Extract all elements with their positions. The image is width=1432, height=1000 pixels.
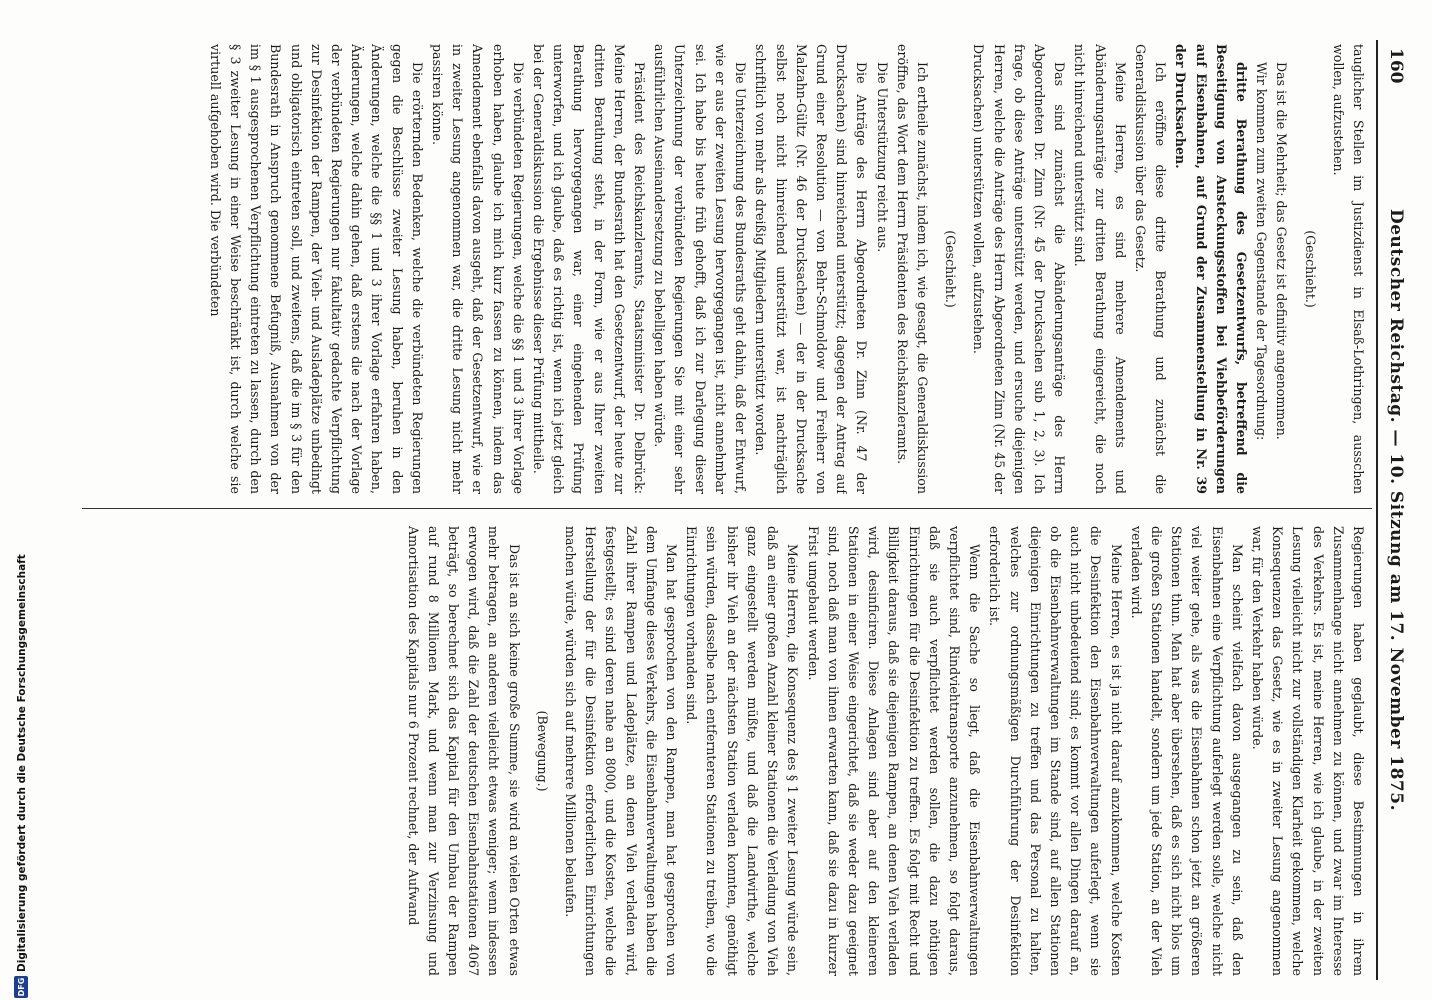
column-divider (82, 508, 1372, 509)
page-number: 160 (1386, 48, 1406, 84)
dfg-logo-icon: DFG (14, 976, 28, 998)
paragraph: Meine Herren, es sind mehrere Amendements und Abänderungsanträge zur dritten Berathung eingereicht, die noch nicht hinreichend unterstützt sind. (1072, 44, 1128, 494)
caption-text: Digitalisierung gefördert durch die Deutsche Forschungsgemeinschaft (16, 554, 28, 972)
paragraph: Man hat gesprochen von den Rampen, man hat gesprochen von dem Umfange dieses Verkehrs, die Eisenbahnverwaltungen haben die Zahl ihrer Rampen und Ladeplätze, an denen Vieh verladen wird, festgestellt; es sind deren nahe an 8000, und die Kosten, welche die Herstellung der für die Desinfektion erforderlichen Einrichtungen machen würde, würden sich auf mehrere Millionen belaufen. (563, 526, 680, 976)
paragraph: Wir kommen zum zweiten Gegenstande der Tagesordnung: (1254, 62, 1270, 441)
stage-direction: (Geschieht.) (1302, 230, 1318, 308)
paragraph: Die erörternden Bedenken, welche die verbündeten Regierungen gegen die Beschlüsse zweiter Lesung haben, beruhen in den Änderungen, welche die §§ 1 und 3 ihrer Vorlage erfahren haben, Änderungen, welche dahin gehen, daß erstens die nach der Vorlage der verbündeten Regierungen nur fakultativ gedachte Verpflichtung zur Desinfektion der Rampen, der Vieh- und Ausladeplätze unbedingt und obligatorisch eintreten soll, und zweitens, daß die im § 3 für den Bundesrath in Anspruch genommene Befugniß, Ausnahmen von der im § 1 ausgesprochenen Verpflichtung eintreten zu lassen, durch den § 3 zweiter Lesung in einer Weise beschränkt ist, durch welche sie virtuell aufgehoben wird. Die verbündeten (207, 44, 425, 494)
paragraph: Meine Herren, es ist ja nicht darauf anzukommen, welche Kosten die Desinfektion den Eisenbahnverwaltungen auferlegt, wenn sie auch nicht unbedeutend sind; es kommt vor allen Dingen darauf an, ob die Eisenbahnverwaltungen im Stande sind, auf allen Stationen diejenigen Einrichtungen zu treffen und das Personal zu halten, welches zur ordnungsmäßigen Durchführung der Desinfektion erforderlich ist. (987, 526, 1124, 976)
stage-direction: (Bewegung.) (534, 710, 550, 792)
paragraph: Die Unterzeichnung des Bundesraths geht dahin, daß der Entwurf, wie er aus der zweiten Lesung hervorgegangen ist, nicht annehmbar sei. Ich habe bis heute früh gehofft, daß ich zur Darlegung dieser Unterzeichnung der verbündeten Regierungen Sie mit einer sehr ausführlichen Auseinandersetzung zu behelligen haben würde. (652, 44, 749, 494)
left-column (88, 44, 1368, 494)
running-head (1376, 40, 1412, 980)
paragraph: Das ist an sich keine große Summe, sie wird an vielen Orten etwas mehr betragen, an anderen vielleicht etwas weniger; wenn indessen erwogen wird, daß die Zahl der deutschen Eisenbahnstationen 4067 beträgt, so berechnet sich das Kapital für den Umbau der Rampen auf rund 8 Millionen Mark, und wenn man zur Verzinsung und Amortisation des Kapitals nur 6 Prozent rechnet, der Aufwand (405, 526, 522, 976)
paragraph: Die Anträge des Herrn Abgeordneten Dr. Zinn (Nr. 47 der Drucksachen) sind hinreichend unterstützt; dagegen der Antrag auf Grund einer Resolution — von Behr-Schmoldow und Freiherr von Malzahn-Gültz (Nr. 46 der Drucksachen) — der in der Drucksache selbst noch nicht hinreichend unterstützt war, ist nachträglich schriftlich von mehr als dreißig Mitgliedern unterstützt worden. (753, 44, 870, 494)
paragraph: Präsident des Reichskanzleramts, Staatsminister Dr. Delbrück: Meine Herren, der Bundesrath hat den Gesetzentwurf, der heute zur dritten Berathung steht, in der Form, wie er aus Ihrer zweiten Berathung hervorgegangen war, einer eingehenden Prüfung unterworfen, und ich glaube, daß es richtig ist, wenn ich jetzt gleich bei der Generaldiskussion die Ergebnisse dieser Prüfung mittheile. (531, 44, 648, 494)
paragraph: Regierungen haben geglaubt, diese Bestimmungen in ihrem Zusammenhange nicht annehmen zu können, und zwar im Interesse des Verkehrs. Es ist, meine Herren, wie ich glaube, in der zweiten Lesung vielleicht nicht zur vollständigen Klarheit gekommen, welche Konsequenzen das Gesetz, wie es in zweiter Lesung angenommen war, für den Verkehr haben würde. (1249, 526, 1366, 976)
stage-direction: (Geschieht.) (943, 230, 959, 308)
paragraph: Das ist die Mehrheit; das Gesetz ist definitiv angenommen. (1274, 62, 1290, 440)
paragraph: Wenn die Sache so liegt, daß die Eisenbahnverwaltungen verpflichtet sind, Rindviehtransporte anzunehmen, so folgt daraus, daß sie auch verpflichtet werden sollen, die dazu nöthigen Einrichtungen für die Desinfektion zu treffen. Es folgt mit Recht und Billigkeit daraus, daß sie diejenigen Rampen, an denen Vieh verladen wird, desinficiren. Diese Anlagen sind aber auf den kleineren Stationen in einer Weise eingerichtet, daß sie weder dazu geeignet sind, noch daß man von ihnen erwarten kann, daß sie dazu in kurzer Frist umgebaut werden. (805, 526, 983, 976)
paragraph: Man scheint vielfach davon ausgegangen zu sein, daß den Eisenbahnen eine Verpflichtung auferlegt werden solle, welche nicht viel weiter gehe, als was die Eisenbahnen schon jetzt an größeren Stationen thun. Man hat aber übersehen, daß es sich nicht blos um die großen Stationen handelt, sondern um jede Station, an der Vieh verladen wird. (1128, 526, 1245, 976)
right-column (88, 526, 1368, 976)
paragraph: Die Unterstützung reicht aus. (874, 62, 890, 253)
agenda-item: dritte Berathung des Gesetzentwurfs, betreffend die Beseitigung von Ansteckungsstoffen bei Viehbeförderungen auf Eisenbahnen, auf Grund der Zusammenstellung in Nr. 39 der Drucksachen. (1173, 44, 1249, 494)
running-title: Deutscher Reichstag. — 10. Sitzung am 17. November 1875. (1386, 209, 1406, 811)
paragraph: Meine Herren, die Konsequenz des § 1 zweiter Lesung würde sein, daß an einer großen Anzahl kleiner Stationen die Verladung von Vieh ganz eingestellt werden müßte, und daß die Landwirthe, welche bisher ihr Vieh an der nächsten Station verladen konnten, genöthigt sein würden, dasselbe nach entfernteren Stationen zu treiben, wo die Einrichtungen vorhanden sind. (684, 526, 801, 976)
paragraph: tauglicher Stellen im Justizdienst in Elsaß-Lothringen, ausschen wollen, aufzustehen. (1330, 44, 1366, 494)
paragraph: Ich ertheile zunächst, indem ich, wie gesagt, die Generaldiskussion eröffne, das Wort dem Herrn Präsidenten des Reichskanzleramts. (894, 44, 930, 494)
paragraph: Das sind zunächst die Abänderungsanträge des Herrn Abgeordneten Dr. Zinn (Nr. 45 der Drucksachen sub 1, 2, 3). Ich frage, ob diese Anträge unterstützt werden, und ersuche diejenigen Herren, welche die Anträge des Herrn Abgeordneten Zinn (Nr. 45 der Drucksachen) unterstützen wollen, aufzustehen. (971, 44, 1068, 494)
paragraph: Ich eröffne diese dritte Berathung und zunächst die Generaldiskussion über das Gesetz. (1132, 44, 1169, 494)
paragraph: Die verbündeten Regierungen, welche die §§ 1 und 3 ihrer Vorlage erhoben haben, glaube ich mich kurz fassen zu können, indem das Amendement ebenfalls davon ausgeht, daß der Gesetzentwurf, wie er in zweiter Lesung angenommen war, die dritte Lesung nicht mehr passiren könne. (430, 44, 526, 494)
rotated-print-sheet (78, 40, 1412, 980)
digitization-caption (14, 0, 32, 1000)
